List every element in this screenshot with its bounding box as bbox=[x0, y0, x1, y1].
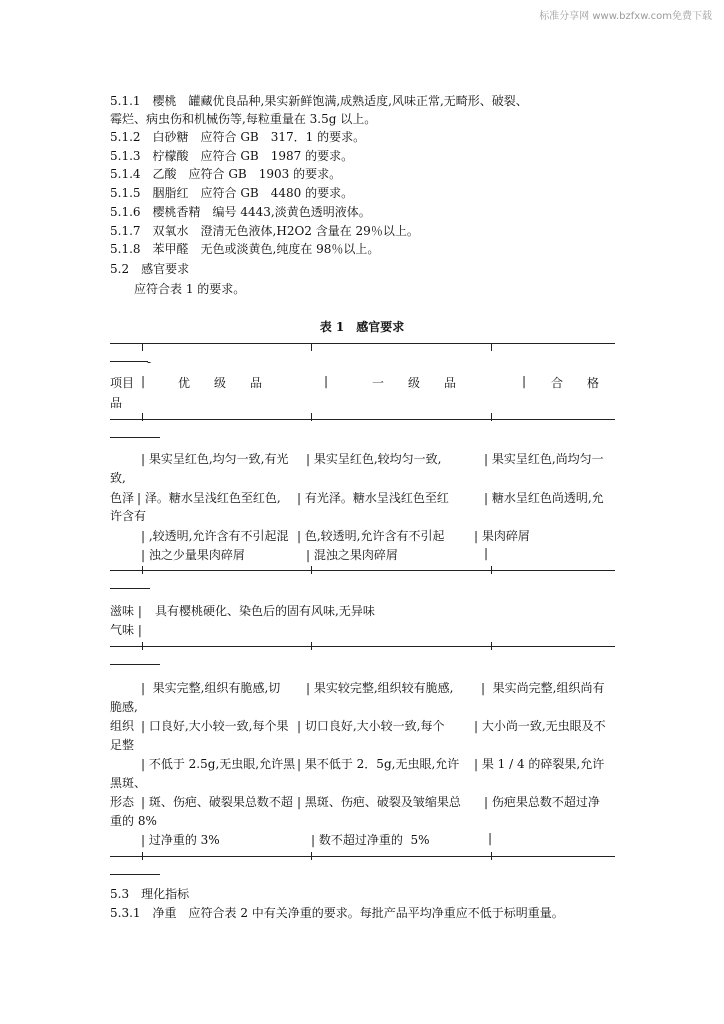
color-c1-line2: | 泽。糖水呈浅红色至红色, bbox=[137, 491, 281, 505]
clause-5-1-6: 5.1.6 樱桃香精 编号 4443,淡黄色透明液体。 bbox=[110, 205, 371, 219]
clause-5-1-1-line2: 霉烂、病虫伤和机械伤等,每粒重量在 3.5g 以上。 bbox=[110, 112, 377, 126]
taste-text: 具有樱桃硬化、染色后的固有风味,无异味 bbox=[155, 604, 375, 618]
texture-c3-line1: | 果实尚完整,组织尚有 bbox=[481, 681, 605, 695]
color-c3-line4: | bbox=[484, 546, 489, 560]
texture-c1-line4: | 斑、伤疤、破裂果总数不超 bbox=[141, 795, 293, 809]
table-rule-short bbox=[110, 874, 160, 875]
texture-wrap-3: 黑斑、 bbox=[110, 776, 147, 790]
table-rule bbox=[110, 419, 615, 420]
clause-5-1-1-line1: 5.1.1 樱桃 罐藏优良品种,果实新鲜饱满,成熟适度,风味正常,无畸形、破裂、 bbox=[110, 94, 528, 108]
rule-dash: - bbox=[147, 355, 152, 369]
texture-wrap-1: 脆感, bbox=[110, 700, 138, 714]
texture-c2-line2b: | 切口良好,大小较一致,每个 bbox=[297, 719, 445, 733]
rule-tick bbox=[311, 566, 312, 574]
section-5-2-heading: 5.2 感官要求 bbox=[110, 262, 190, 276]
color-c1-line1: | 果实呈红色,均匀一致,有光 bbox=[141, 452, 289, 466]
texture-wrap-4: 重的 8% bbox=[110, 814, 157, 828]
color-c3-line2: | 糖水呈红色尚透明,允 bbox=[484, 491, 604, 505]
clause-5-1-5: 5.1.5 胭脂红 应符合 GB 4480 的要求。 bbox=[110, 186, 354, 200]
taste-label-2: 气味 | bbox=[110, 623, 142, 637]
header-grade-3: 合 格 bbox=[551, 376, 600, 390]
taste-label-1: 滋味 | bbox=[110, 604, 142, 618]
color-c2-line3: | 色,较透明,允许含有不引起 bbox=[297, 529, 445, 543]
header-grade-1: 优 级 品 bbox=[178, 376, 263, 390]
rule-tick bbox=[491, 642, 492, 650]
header-item-wrap: 品 bbox=[110, 396, 123, 410]
rule-tick bbox=[142, 566, 143, 574]
rule-tick bbox=[491, 343, 492, 351]
texture-c2-line1: | 果实较完整,组织较有脆感, bbox=[306, 681, 454, 695]
table-1-title: 表 1 感官要求 bbox=[319, 320, 405, 334]
rule-tick bbox=[491, 413, 492, 421]
clause-5-1-8: 5.1.8 苯甲醛 无色或淡黄色,纯度在 98％以上。 bbox=[110, 242, 380, 256]
clause-5-1-2: 5.1.2 白砂糖 应符合 GB 317．1 的要求。 bbox=[110, 130, 366, 144]
clause-5-3-1: 5.3.1 净重 应符合表 2 中有关净重的要求。每批产品平均净重应不低于标明重量。 bbox=[110, 906, 564, 920]
shape-label: 形态 bbox=[110, 795, 135, 809]
rule-tick bbox=[311, 852, 312, 860]
rule-tick bbox=[142, 343, 143, 351]
table-rule-short bbox=[110, 588, 150, 589]
texture-c1-line5: | 过净重的 3% bbox=[141, 833, 220, 847]
color-label: 色泽 bbox=[110, 491, 135, 505]
clause-5-1-4: 5.1.4 乙酸 应符合 GB 1903 的要求。 bbox=[110, 167, 342, 181]
texture-c3-line2: | 大小尚一致,无虫眼及不 bbox=[474, 719, 606, 733]
table-rule bbox=[110, 646, 615, 647]
color-c1-line3: | ,较透明,允许含有不引起混 bbox=[141, 529, 289, 543]
color-wrap-2: 许含有 bbox=[110, 509, 147, 523]
header-sep: | bbox=[324, 374, 329, 388]
color-c2-line2: | 有光泽。糖水呈浅红色至红 bbox=[297, 491, 449, 505]
table-rule-short bbox=[110, 664, 160, 665]
rule-tick bbox=[311, 343, 312, 351]
rule-tick bbox=[142, 852, 143, 860]
color-c3-line3: | 果肉碎屑 bbox=[474, 529, 530, 543]
header-sep: | bbox=[522, 374, 527, 388]
table-rule-short bbox=[110, 361, 148, 362]
table-rule bbox=[110, 570, 615, 571]
rule-tick bbox=[491, 852, 492, 860]
color-c3-line1: | 果实呈红色,尚均匀一 bbox=[484, 452, 604, 466]
texture-c2-line5: | 数不超过净重的 5% bbox=[311, 833, 430, 847]
color-wrap-1: 致, bbox=[110, 471, 126, 485]
texture-c3-line3: | 果 1 / 4 的碎裂果,允许 bbox=[474, 757, 605, 771]
texture-c1-line1: | 果实完整,组织有脆感,切 bbox=[141, 681, 281, 695]
rule-tick bbox=[142, 413, 143, 421]
color-c2-line1: | 果实呈红色,较均匀一致, bbox=[306, 452, 442, 466]
texture-c3-line4: | 伤疤果总数不超过净 bbox=[484, 795, 600, 809]
table-rule-bottom bbox=[110, 856, 615, 857]
table-rule-short bbox=[110, 437, 160, 438]
texture-c2-line3: | 果不低于 2．5g,无虫眼,允许 bbox=[297, 757, 460, 771]
clause-5-1-3: 5.1.3 柠檬酸 应符合 GB 1987 的要求。 bbox=[110, 149, 354, 163]
section-5-2-text: 应符合表 1 的要求。 bbox=[134, 282, 246, 296]
texture-wrap-2: 足整 bbox=[110, 738, 135, 752]
rule-tick bbox=[311, 413, 312, 421]
section-5-3-heading: 5.3 理化指标 bbox=[110, 887, 190, 901]
header-grade-2: 一 级 品 bbox=[372, 376, 457, 390]
site-watermark-header: 标准分享网 www.bzfxw.com免费下载 bbox=[539, 11, 712, 22]
texture-c3-line5: | bbox=[488, 831, 493, 845]
texture-c1-line3: | 不低于 2.5g,无虫眼,允许黑 bbox=[141, 757, 296, 771]
header-sep: | bbox=[141, 374, 146, 388]
rule-tick bbox=[491, 566, 492, 574]
header-item: 项目 bbox=[110, 376, 135, 390]
rule-tick bbox=[142, 642, 143, 650]
color-c2-line4: | 混浊之果肉碎屑 bbox=[306, 548, 398, 562]
color-c1-line4: | 浊之少量果肉碎屑 bbox=[141, 548, 245, 562]
texture-c2-line2: | 口良好,大小较一致,每个果 bbox=[141, 719, 289, 733]
texture-c2-line4: | 黑斑、伤疤、破裂及皱缩果总 bbox=[297, 795, 461, 809]
clause-5-1-7: 5.1.7 双氧水 澄清无色液体,H2O2 含量在 29％以上。 bbox=[110, 224, 419, 238]
table-rule-top bbox=[110, 343, 615, 344]
rule-tick bbox=[311, 642, 312, 650]
texture-label: 组织 bbox=[110, 719, 135, 733]
